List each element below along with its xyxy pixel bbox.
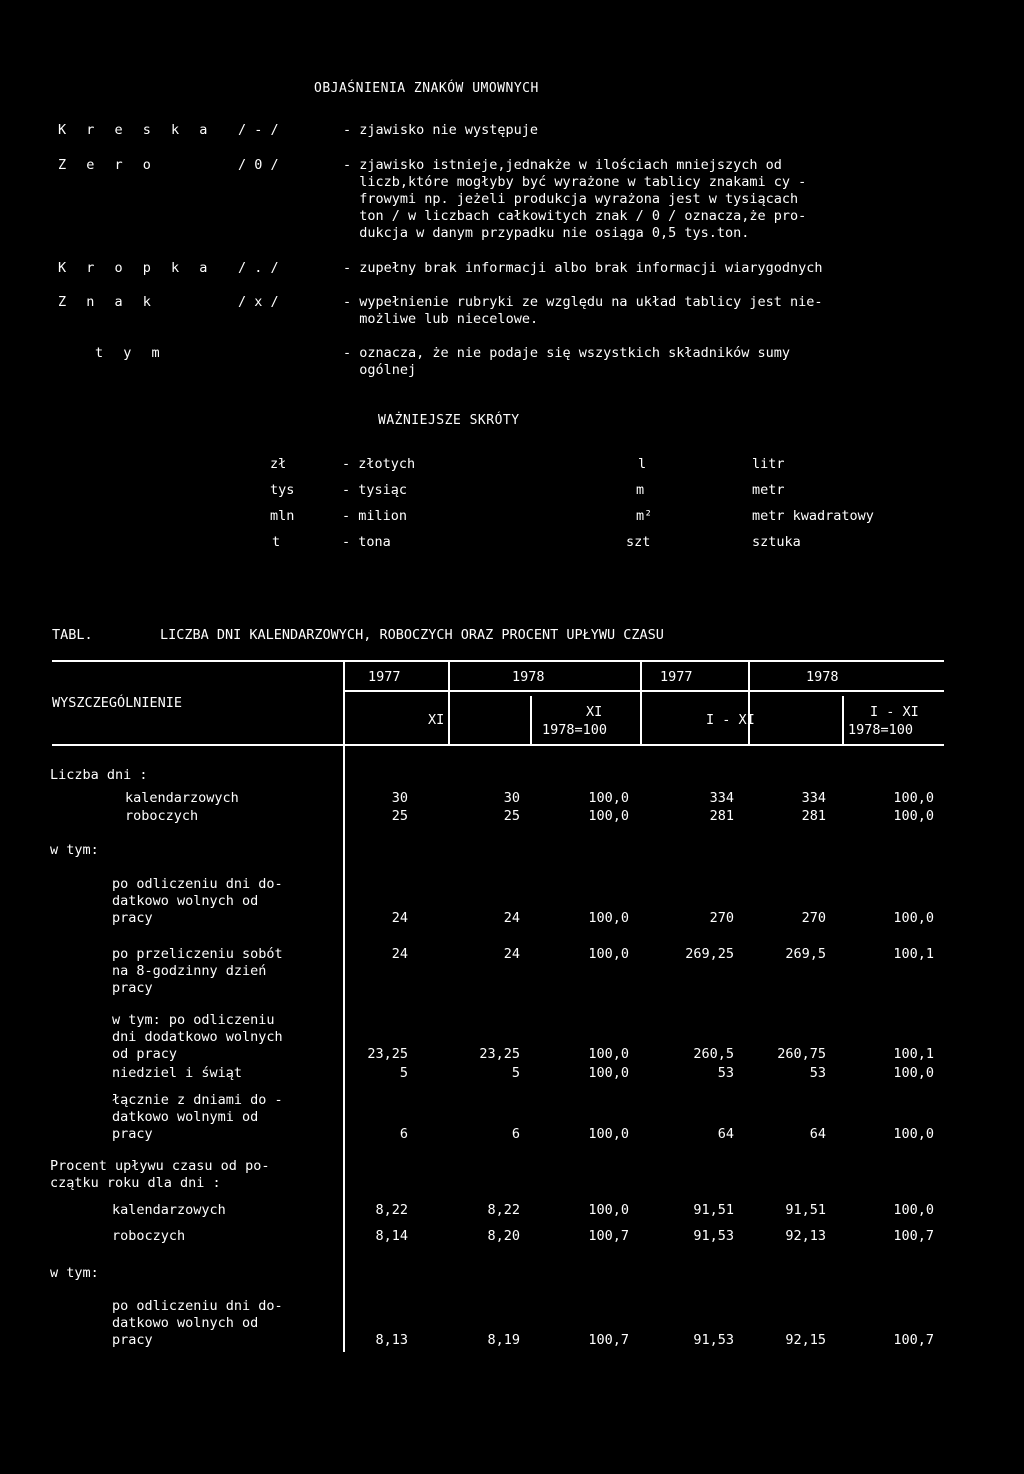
abbrev-title: WAŻNIEJSZE SKRÓTY bbox=[378, 413, 520, 428]
abbrev-szt-full: sztuka bbox=[752, 534, 801, 550]
table-col-divider-4 bbox=[748, 660, 750, 744]
abbrev-tys: tys bbox=[270, 482, 295, 498]
legend-item-name: Z n a k bbox=[58, 294, 157, 310]
year-header-1978-b: 1978 bbox=[806, 669, 839, 685]
row-label: kalendarzowych bbox=[125, 790, 239, 806]
table-header-mid-rule bbox=[343, 690, 944, 692]
abbrev-zl-full: - złotych bbox=[342, 456, 416, 472]
subheader-i-xi-1978: I - XI bbox=[870, 704, 919, 720]
table-cell: 24 bbox=[391, 946, 408, 962]
table-stub-header: WYSZCZEGÓLNIENIE bbox=[52, 695, 183, 711]
table-cell: 64 bbox=[717, 1126, 734, 1142]
legend-item-symbol: / 0 / bbox=[238, 157, 279, 173]
table-cell: 92,13 bbox=[785, 1228, 826, 1244]
row-label: po odliczeniu dni do- datkowo wolnych od pracy bbox=[112, 876, 283, 926]
table-cell: 281 bbox=[801, 808, 826, 824]
table-header-bottom-rule bbox=[52, 744, 944, 746]
table-cell: 334 bbox=[709, 790, 734, 806]
row-label: w tym: bbox=[50, 842, 99, 858]
legend-item-symbol: / . / bbox=[238, 260, 279, 276]
row-label: Procent upływu czasu od po- czątku roku dla dni : bbox=[50, 1158, 270, 1191]
table-cell: 24 bbox=[503, 910, 520, 926]
table-cell: 8,13 bbox=[375, 1332, 408, 1348]
abbrev-m-full: metr bbox=[752, 482, 785, 498]
table-cell: 100,7 bbox=[588, 1332, 629, 1348]
table-cell: 281 bbox=[709, 808, 734, 824]
abbrev-m2-full: metr kwadratowy bbox=[752, 508, 874, 524]
table-cell: 30 bbox=[503, 790, 520, 806]
legend-title: OBJAŚNIENIA ZNAKÓW UMOWNYCH bbox=[314, 81, 539, 96]
row-label: roboczych bbox=[125, 808, 199, 824]
table-cell: 260,75 bbox=[777, 1046, 826, 1062]
row-label: roboczych bbox=[112, 1228, 186, 1244]
year-header-1977-a: 1977 bbox=[368, 669, 401, 685]
subheader-xi-1978: XI bbox=[586, 704, 603, 720]
legend-item-desc: - oznacza, że nie podaje się wszystkich składników sumy ogólnej bbox=[343, 345, 791, 378]
legend-item-name: t y m bbox=[95, 345, 166, 361]
table-cell: 30 bbox=[391, 790, 408, 806]
row-label: w tym: bbox=[50, 1265, 99, 1281]
table-cell: 53 bbox=[809, 1065, 826, 1081]
table-cell: 100,1 bbox=[893, 946, 934, 962]
table-cell: 100,0 bbox=[588, 1065, 629, 1081]
table-label: TABL. bbox=[52, 627, 93, 643]
table-cell: 92,15 bbox=[785, 1332, 826, 1348]
table-cell: 91,53 bbox=[693, 1228, 734, 1244]
abbrev-l: l bbox=[638, 456, 647, 472]
table-cell: 25 bbox=[503, 808, 520, 824]
table-col-divider-5 bbox=[842, 696, 844, 744]
table-cell: 269,25 bbox=[685, 946, 734, 962]
table-cell: 8,19 bbox=[487, 1332, 520, 1348]
legend-item-desc: - zjawisko nie występuje bbox=[343, 122, 539, 138]
table-stub-divider bbox=[343, 660, 345, 1352]
table-cell: 100,0 bbox=[588, 1126, 629, 1142]
legend-item-name: Z e r o bbox=[58, 157, 157, 173]
table-cell: 100,0 bbox=[588, 910, 629, 926]
table-cell: 25 bbox=[391, 808, 408, 824]
table-cell: 100,7 bbox=[893, 1332, 934, 1348]
row-label: kalendarzowych bbox=[112, 1202, 226, 1218]
abbrev-mln: mln bbox=[270, 508, 295, 524]
table-cell: 100,0 bbox=[588, 946, 629, 962]
legend-item-name: K r o p k a bbox=[58, 260, 214, 276]
table-col-divider-2 bbox=[530, 696, 532, 744]
table-title: LICZBA DNI KALENDARZOWYCH, ROBOCZYCH ORAZ PROCENT UPŁYWU CZASU bbox=[160, 627, 664, 643]
table-cell: 5 bbox=[511, 1065, 520, 1081]
legend-item-symbol: / - / bbox=[238, 122, 279, 138]
table-cell: 6 bbox=[399, 1126, 408, 1142]
table-cell: 260,5 bbox=[693, 1046, 734, 1062]
table-cell: 100,0 bbox=[893, 808, 934, 824]
table-cell: 23,25 bbox=[367, 1046, 408, 1062]
subheader-i-xi-1977: I - XI bbox=[706, 712, 755, 728]
legend-item-desc: - wypełnienie rubryki ze względu na układ tablicy jest nie- możliwe lub niecelowe. bbox=[343, 294, 823, 327]
abbrev-l-full: litr bbox=[752, 456, 785, 472]
year-header-1977-b: 1977 bbox=[660, 669, 693, 685]
table-cell: 24 bbox=[503, 946, 520, 962]
abbrev-m2: m² bbox=[636, 508, 653, 524]
table-cell: 100,7 bbox=[588, 1228, 629, 1244]
row-label: w tym: po odliczeniu dni dodatkowo wolnych od pracy bbox=[112, 1012, 283, 1062]
table-col-divider-3 bbox=[640, 660, 642, 744]
table-col-divider-1 bbox=[448, 660, 450, 744]
row-label: łącznie z dniami do - datkowo wolnymi od pracy bbox=[112, 1092, 283, 1142]
abbrev-t: t bbox=[272, 534, 281, 550]
subheader-xi-1977: XI bbox=[428, 712, 445, 728]
legend-item-desc: - zupełny brak informacji albo brak informacji wiarygodnych bbox=[343, 260, 823, 276]
table-cell: 270 bbox=[801, 910, 826, 926]
table-cell: 100,7 bbox=[893, 1228, 934, 1244]
table-cell: 100,0 bbox=[588, 790, 629, 806]
table-cell: 53 bbox=[717, 1065, 734, 1081]
table-cell: 24 bbox=[391, 910, 408, 926]
subheader-index-i-xi: 1978=100 bbox=[848, 722, 914, 738]
row-label: po przeliczeniu sobót na 8-godzinny dzień pracy bbox=[112, 946, 283, 996]
table-cell: 8,14 bbox=[375, 1228, 408, 1244]
table-cell: 100,0 bbox=[588, 808, 629, 824]
table-cell: 5 bbox=[399, 1065, 408, 1081]
table-cell: 91,51 bbox=[693, 1202, 734, 1218]
row-label: Liczba dni : bbox=[50, 767, 148, 783]
table-cell: 8,22 bbox=[375, 1202, 408, 1218]
legend-item-symbol: / x / bbox=[238, 294, 279, 310]
table-cell: 91,51 bbox=[785, 1202, 826, 1218]
row-label: po odliczeniu dni do- datkowo wolnych od pracy bbox=[112, 1298, 283, 1348]
table-cell: 100,0 bbox=[893, 1065, 934, 1081]
abbrev-zl: zł bbox=[270, 456, 287, 472]
table-cell: 100,0 bbox=[893, 1202, 934, 1218]
abbrev-mln-full: - milion bbox=[342, 508, 408, 524]
table-cell: 100,0 bbox=[893, 1126, 934, 1142]
table-cell: 64 bbox=[809, 1126, 826, 1142]
abbrev-tys-full: - tysiąc bbox=[342, 482, 408, 498]
table-cell: 8,20 bbox=[487, 1228, 520, 1244]
table-cell: 6 bbox=[511, 1126, 520, 1142]
legend-item-desc: - zjawisko istnieje,jednakże w ilościach mniejszych od liczb,które mogłyby być wyrażone w tablicy znakami cy - frowymi np. jeżeli produkcja wyrażona jest w tysiącach ton / w liczbach całkowitych znak / 0 / oznacza,że pro- dukcja w danym przypadku nie osiąga 0,5 tys.ton. bbox=[343, 157, 807, 241]
year-header-1978-a: 1978 bbox=[512, 669, 545, 685]
row-label: niedziel i świąt bbox=[112, 1065, 243, 1081]
table-cell: 100,0 bbox=[893, 910, 934, 926]
table-cell: 100,0 bbox=[588, 1202, 629, 1218]
table-cell: 8,22 bbox=[487, 1202, 520, 1218]
table-cell: 334 bbox=[801, 790, 826, 806]
table-cell: 100,0 bbox=[588, 1046, 629, 1062]
table-cell: 270 bbox=[709, 910, 734, 926]
table-cell: 91,53 bbox=[693, 1332, 734, 1348]
abbrev-m: m bbox=[636, 482, 645, 498]
table-cell: 100,0 bbox=[893, 790, 934, 806]
table-cell: 23,25 bbox=[479, 1046, 520, 1062]
subheader-index-xi: 1978=100 bbox=[542, 722, 608, 738]
table-top-rule bbox=[52, 660, 944, 662]
table-cell: 269,5 bbox=[785, 946, 826, 962]
abbrev-t-full: - tona bbox=[342, 534, 391, 550]
table-cell: 100,1 bbox=[893, 1046, 934, 1062]
legend-item-name: K r e s k a bbox=[58, 122, 214, 138]
abbrev-szt: szt bbox=[626, 534, 651, 550]
